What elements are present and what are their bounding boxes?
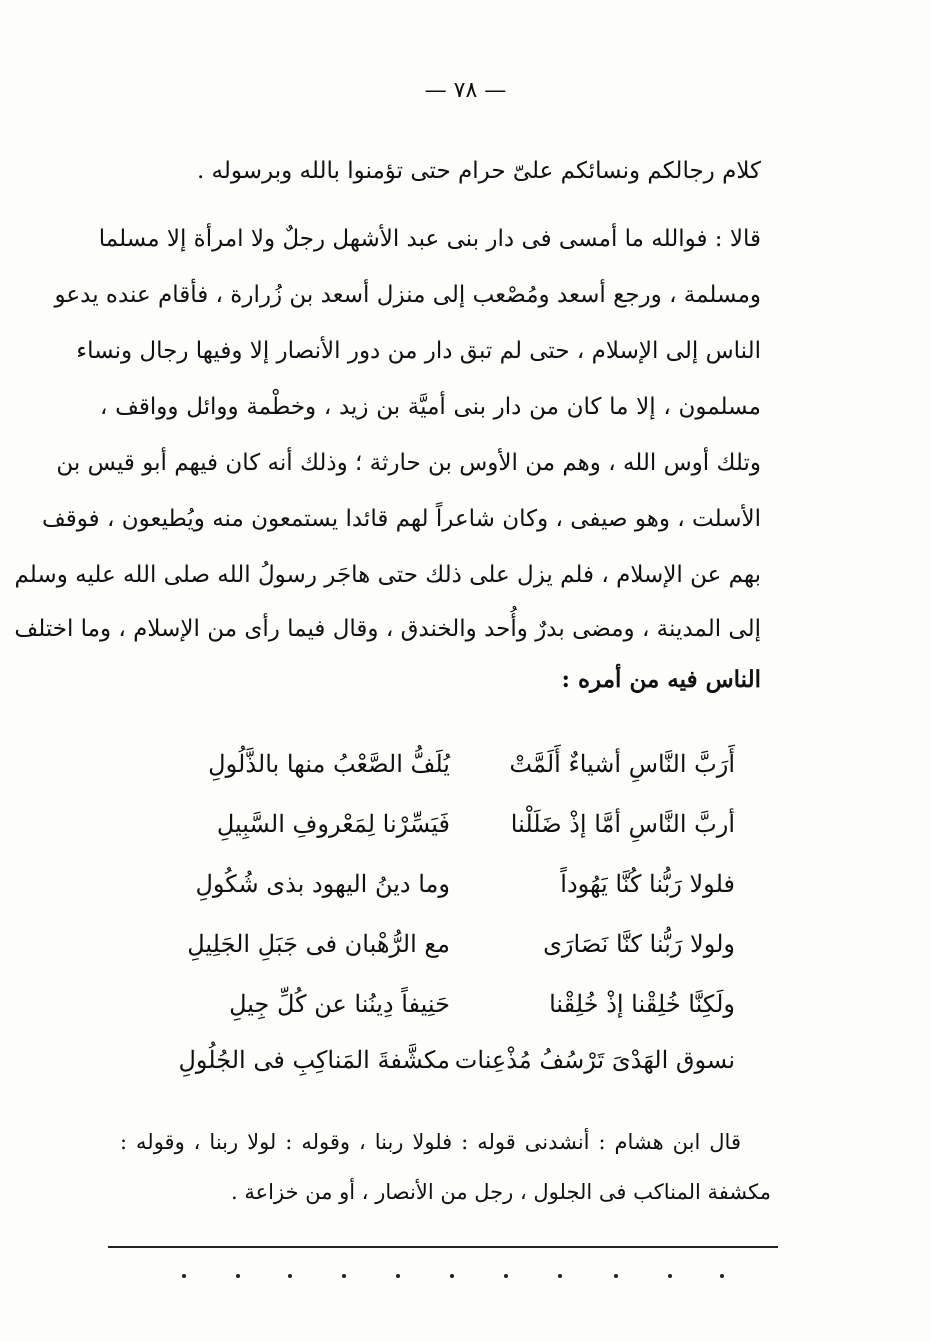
note-line: قال ابن هشام : أنشدنى قوله : فلولا ربنا ، وقوله : لولا ربنا ، وقوله : (120, 1130, 741, 1154)
prose-line: إلى المدينة ، ومضى بدرٌ وأُحد والخندق ، وقال فيما رأى من الإسلام ، وما اختلف (14, 616, 761, 642)
dot (396, 1274, 400, 1278)
verse (150, 750, 735, 790)
prose-line: الناس فيه من أمره : (561, 666, 761, 693)
verse (150, 990, 735, 1030)
verse-first-hemistich: أَرَبَّ النَّاسِ أشياءٌ أَلَمَّتْ (509, 750, 735, 778)
prose-line: كلام رجالكم ونسائكم علىّ حرام حتى تؤمنوا بالله وبرسوله . (196, 158, 761, 184)
verse (150, 1046, 735, 1086)
dot (236, 1274, 240, 1278)
verse (150, 810, 735, 850)
prose-line: الناس إلى الإسلام ، حتى لم تبق دار من دور الأنصار إلا وفيها رجال ونساء (76, 338, 761, 364)
verse (150, 870, 735, 910)
verse-second-hemistich: مع الرُّهْبان فى جَبَلِ الجَلِيلِ (187, 930, 450, 958)
footnote-rule (108, 1246, 778, 1248)
dot (288, 1274, 292, 1278)
verse-first-hemistich: ولَكِنَّا خُلِقْنا إذْ خُلِقْنا (549, 990, 735, 1018)
verse (150, 930, 735, 970)
page-number: — ٧٨ — (424, 78, 507, 103)
prose-line: مسلمون ، إلا ما كان من دار بنى أميَّة بن زيد ، وخطْمة ووائل وواقف ، (100, 394, 761, 420)
dot (720, 1274, 724, 1278)
dot (558, 1274, 562, 1278)
dot (614, 1274, 618, 1278)
verse-first-hemistich: ولولا رَبُّنا كنَّا نَصَارَى (543, 930, 735, 958)
prose-line: وتلك أوس الله ، وهم من الأوس بن حارثة ؛ وذلك أنه كان فيهم أبو قيس بن (56, 450, 761, 476)
verse-second-hemistich: فَيَسِّرْنا لِمَعْروفِ السَّبِيلِ (216, 810, 450, 838)
prose-line: قالا : فوالله ما أمسى فى دار بنى عبد الأشهل رجلٌ ولا امرأة إلا مسلما (98, 226, 761, 252)
verse-first-hemistich: فلولا رَبُّنا كُنَّا يَهُوداً (560, 870, 735, 898)
prose-line: ومسلمة ، ورجع أسعد ومُصْعب إلى منزل أسعد بن زُرارة ، فأقام عنده يدعو (54, 282, 761, 308)
dot (668, 1274, 672, 1278)
prose-line: بهم عن الإسلام ، فلم يزل على ذلك حتى هاجَر رسولُ الله صلى الله عليه وسلم (14, 562, 761, 588)
verse-second-hemistich: يُلَفُّ الصَّعْبُ منها بالذَّلُولِ (208, 750, 450, 778)
dot (182, 1274, 186, 1278)
verse-second-hemistich: حَنِيفاً دِينُنا عن كُلِّ جِيلِ (229, 990, 450, 1018)
verse-second-hemistich: وما دينُ اليهود بذى شُكُولِ (195, 870, 450, 898)
dot (450, 1274, 454, 1278)
verse-first-hemistich: أربَّ النَّاسِ أمَّا إذْ ضَلَلْنا (510, 810, 735, 838)
verse-first-hemistich: نسوق الهَدْىَ تَرْسُفُ مُذْعِنات (454, 1046, 735, 1074)
verse-second-hemistich: مكشَّفةَ المَناكِبِ فى الجُلُولِ (178, 1046, 450, 1074)
note-line: مكشفة المناكب فى الجلول ، رجل من الأنصار ، أو من خزاعة . (231, 1180, 771, 1204)
dot (342, 1274, 346, 1278)
dot (504, 1274, 508, 1278)
footnote-dots (120, 1262, 740, 1292)
prose-line: الأسلت ، وهو صيفى ، وكان شاعراً لهم قائدا يستمعون منه ويُطيعون ، فوقف (42, 506, 761, 532)
